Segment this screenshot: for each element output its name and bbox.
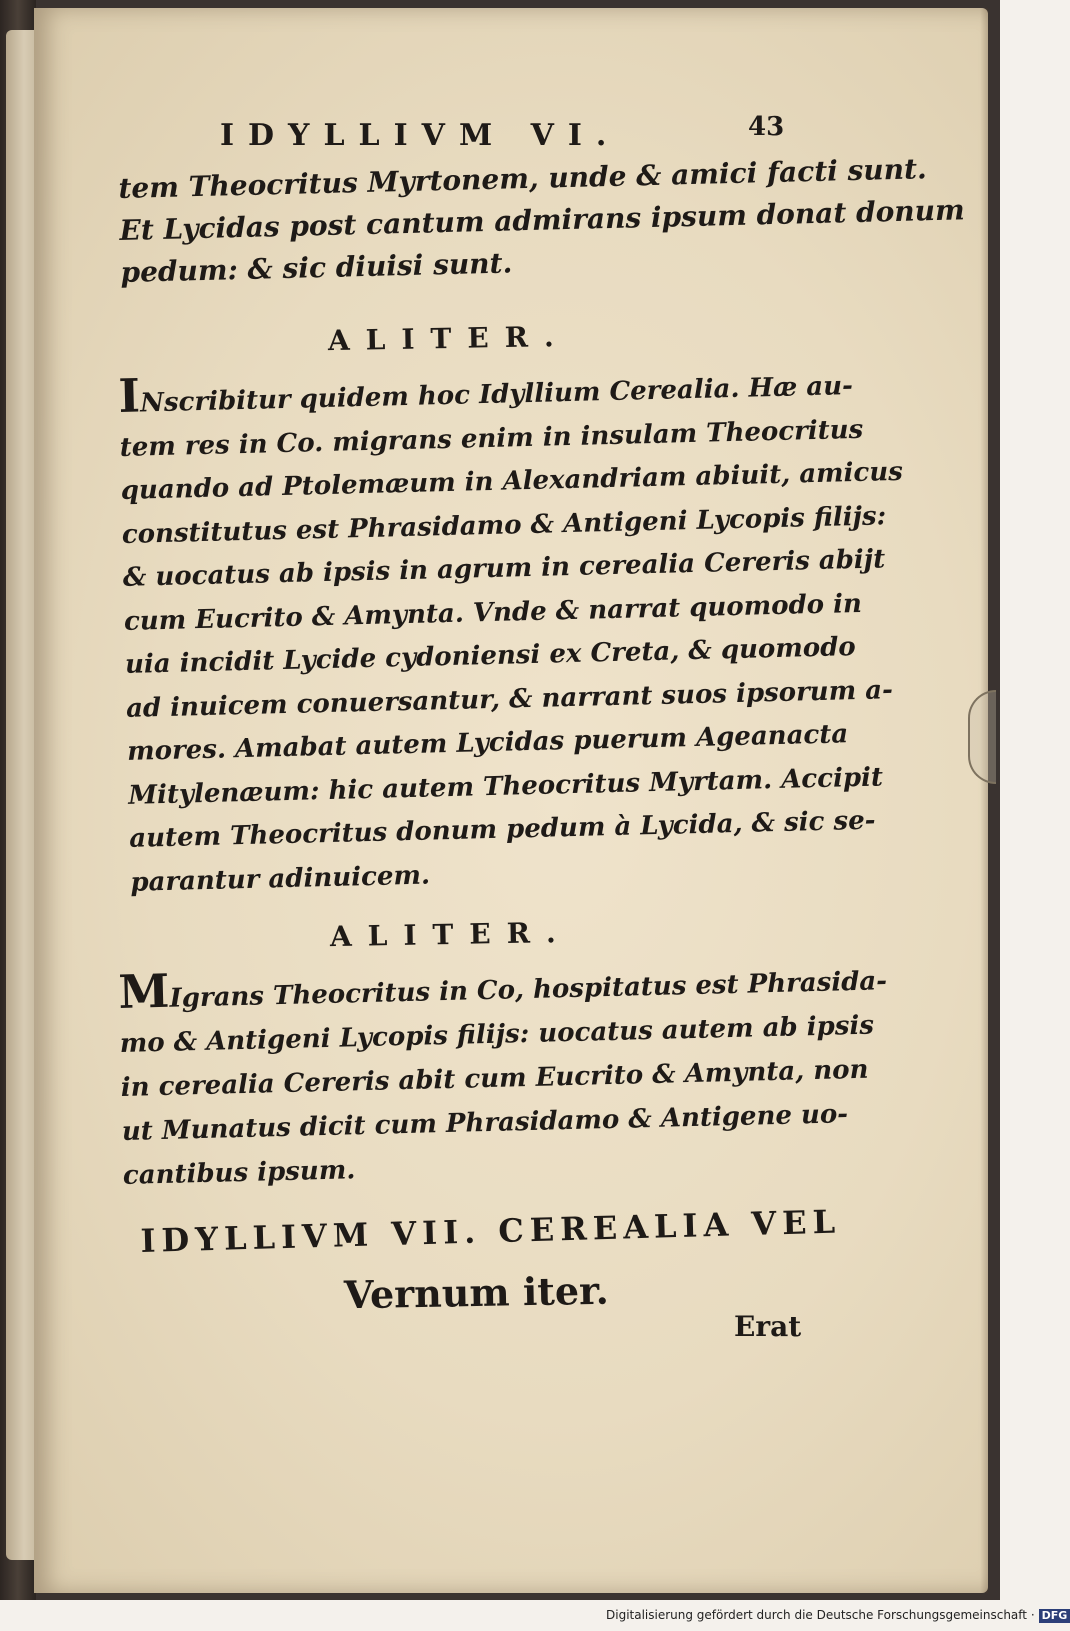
text-line-rest: Igrans Theocritus in Co, hospitatus est Phrasida- bbox=[169, 966, 888, 1014]
drop-cap: I bbox=[117, 368, 141, 423]
digitization-footer bbox=[606, 1608, 1070, 1623]
text-line: quando ad Ptolemæum in Alexandriam abiuit, amicus bbox=[120, 456, 904, 506]
section1-paragraph bbox=[117, 360, 904, 905]
text-line: in cerealia Cereris abit cum Eucrito & Amynta, non bbox=[120, 1054, 869, 1103]
text-line: cum Eucrito & Amynta. Vnde & narrat quomodo in bbox=[123, 588, 863, 637]
text-line: autem Theocritus donum pedum à Lycida, & sic se- bbox=[128, 805, 876, 854]
text-line-rest: Nscribitur quidem hoc Idyllium Cerealia. Hæ au- bbox=[139, 371, 854, 419]
text-line: mores. Amabat autem Lycidas puerum Ageanacta bbox=[126, 719, 849, 767]
page-shadow bbox=[980, 8, 988, 1593]
text-line: Et Lycidas post cantum admirans ipsum donat donum bbox=[119, 193, 965, 247]
text-line: parantur adinuicem. bbox=[130, 860, 431, 898]
page-number: 43 bbox=[748, 112, 785, 142]
text-line: pedum: & sic diuisi sunt. bbox=[120, 246, 513, 289]
section2-paragraph bbox=[117, 956, 888, 1198]
text-line: cantibus ipsum. bbox=[122, 1155, 356, 1191]
text-line: tem Theocritus Myrtonem, unde & amici facti sunt. bbox=[118, 152, 928, 205]
dfg-logo: DFG bbox=[1039, 1609, 1070, 1623]
text-line: ut Munatus dicit cum Phrasidamo & Antigene uo- bbox=[121, 1099, 849, 1147]
catchword: Erat bbox=[734, 1310, 802, 1343]
text-line: & uocatus ab ipsis in agrum in cerealia Cereris abijt bbox=[122, 544, 886, 593]
facing-page-edge bbox=[6, 30, 36, 1560]
text-line: constitutus est Phrasidamo & Antigeni Lycopis filijs: bbox=[121, 500, 887, 550]
running-head-title: IDYLLIVM VI. bbox=[220, 118, 621, 153]
section-heading: ALITER. bbox=[327, 319, 570, 358]
text-line: tem res in Co. migrans enim in insulam Theocritus bbox=[119, 414, 864, 463]
page-clip bbox=[968, 690, 996, 784]
intro-paragraph bbox=[118, 152, 965, 294]
text-line: mo & Antigeni Lycopis filijs: uocatus autem ab ipsis bbox=[119, 1010, 875, 1059]
section-heading: ALITER. bbox=[329, 915, 572, 954]
text-line: uia incidit Lycide cydoniensi ex Creta, & quomodo bbox=[124, 632, 857, 680]
footer-text: Digitalisierung gefördert durch die Deutsche Forschungsgemeinschaft · bbox=[606, 1608, 1035, 1622]
text-line: ad inuicem conuersantur, & narrant suos ipsorum a- bbox=[125, 674, 894, 724]
next-idyll-subtitle: Vernum iter. bbox=[343, 1267, 610, 1318]
drop-cap: M bbox=[117, 963, 171, 1019]
next-idyll-title: IDYLLIVM VII. CEREALIA VEL bbox=[140, 1202, 842, 1260]
text-line: Mitylenæum: hic autem Theocritus Myrtam. Accipit bbox=[127, 761, 884, 811]
